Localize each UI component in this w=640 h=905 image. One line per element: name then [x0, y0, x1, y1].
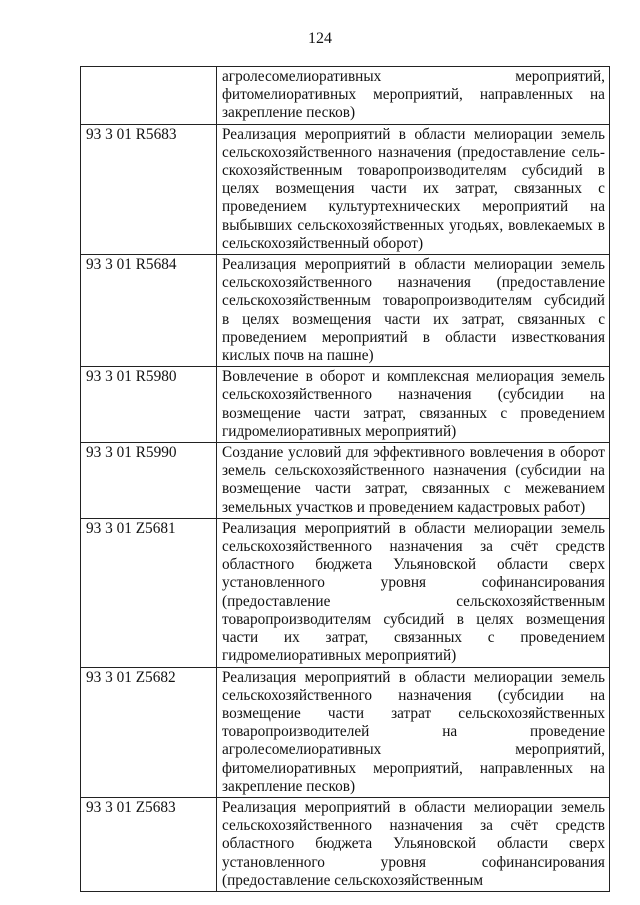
description-line: (предоставление сельскохозяйственным — [222, 871, 484, 889]
description-line: установленного уровня софинансирования — [222, 853, 605, 871]
description-line: товаропроизводителям субсидий в целях возмещения — [222, 610, 605, 628]
description-cell — [217, 124, 610, 254]
table-body — [81, 67, 610, 892]
description-line: областного бюджета Ульяновской области сверх — [222, 835, 605, 853]
description-cell — [217, 518, 610, 667]
description-line: товаропроизводителей на проведение — [222, 723, 605, 741]
description-line: закрепление песков) — [222, 104, 356, 122]
description-line: Реализация мероприятий в области мелиорации земель — [222, 668, 605, 686]
description-cell — [217, 367, 610, 443]
description-cell — [217, 667, 610, 797]
description-line: фитомелиоративных мероприятий, направленных на — [222, 759, 605, 777]
table-row — [81, 667, 610, 797]
description-line: гидромелиоративных мероприятий) — [222, 422, 457, 440]
description-line: агролесомелиоративных мероприятий, — [222, 68, 605, 85]
description-line: закрепление песков) — [222, 777, 356, 795]
description-line: сельскохозяйственным товаропроизводителям субсидий — [222, 292, 605, 310]
description-line: Реализация мероприятий в области мелиорации земель — [222, 519, 605, 537]
description-line: Реализация мероприятий в области мелиорации земель — [222, 798, 605, 816]
table-row — [81, 443, 610, 519]
description-line: агролесомелиоративных мероприятий, — [222, 741, 605, 759]
description-line: сельскохозяйственного назначения за счёт средств — [222, 817, 605, 835]
table-row — [81, 124, 610, 254]
description-line: Реализация мероприятий в области мелиорации земель — [222, 125, 605, 143]
description-line: установленного уровня софинансирования — [222, 574, 605, 592]
budget-classification-table — [80, 66, 610, 892]
description-cell — [217, 443, 610, 519]
description-line: сельскохозяйственного назначения (предоставление сель- — [222, 143, 605, 161]
page-number: 124 — [308, 30, 332, 47]
budget-code-cell: 93 3 01 Z5681 — [81, 518, 217, 667]
table-row — [81, 255, 610, 367]
description-line: скохозяйственным товаропроизводителям субсидий в — [222, 162, 605, 180]
budget-code-cell: 93 3 01 R5683 — [81, 124, 217, 254]
budget-code-cell — [81, 67, 217, 125]
description-line: сельскохозяйственного назначения (предоставление — [222, 274, 605, 292]
description-line: (предоставление сельскохозяйственным — [222, 592, 605, 610]
description-line: гидромелиоративных мероприятий) — [222, 647, 457, 665]
description-line: возмещение части затрат, связанных с межеванием — [222, 480, 605, 498]
description-line: возмещение части затрат сельскохозяйственных — [222, 704, 605, 722]
description-line: проведением культуртехнических мероприятий на — [222, 198, 605, 216]
budget-code-cell: 93 3 01 R5980 — [81, 367, 217, 443]
budget-code-cell: 93 3 01 Z5682 — [81, 667, 217, 797]
description-line: сельскохозяйственного назначения за счёт средств — [222, 538, 605, 556]
description-line: Создание условий для эффективного вовлечения в оборот — [222, 444, 605, 462]
description-line: части их затрат, связанных с проведением — [222, 629, 605, 647]
description-line: Вовлечение в оборот и комплексная мелиорация земель — [222, 368, 605, 386]
description-line: сельскохозяйственный оборот) — [222, 234, 424, 252]
description-line: Реализация мероприятий в области мелиорации земель — [222, 256, 605, 274]
description-line: в целях возмещения части их затрат, связанных с — [222, 310, 605, 328]
description-line: сельскохозяйственного назначения (субсидии на — [222, 386, 605, 404]
description-cell — [217, 67, 610, 125]
description-line: выбывших сельскохозяйственных угодьях, вовлекаемых в — [222, 216, 605, 234]
budget-code-cell: 93 3 01 R5990 — [81, 443, 217, 519]
table-row — [81, 797, 610, 891]
description-line: фитомелиоративных мероприятий, направленных на — [222, 86, 605, 104]
description-line: земель сельскохозяйственного назначения (субсидии на — [222, 462, 605, 480]
description-line: сельскохозяйственного назначения (субсидии на — [222, 686, 605, 704]
table-row — [81, 367, 610, 443]
budget-code-cell: 93 3 01 R5684 — [81, 255, 217, 367]
description-cell — [217, 797, 610, 891]
description-line: кислых почв на пашне) — [222, 347, 374, 365]
budget-code-cell: 93 3 01 Z5683 — [81, 797, 217, 891]
table-row — [81, 518, 610, 667]
description-line: проведением мероприятий в области известкования — [222, 328, 605, 346]
description-cell — [217, 255, 610, 367]
description-line: целях возмещения части их затрат, связанных с — [222, 180, 605, 198]
description-line: земельных участков и проведением кадастровых работ) — [222, 498, 586, 516]
description-line: областного бюджета Ульяновской области сверх — [222, 556, 605, 574]
table-row — [81, 67, 610, 125]
description-line: возмещение части затрат, связанных с проведением — [222, 404, 605, 422]
